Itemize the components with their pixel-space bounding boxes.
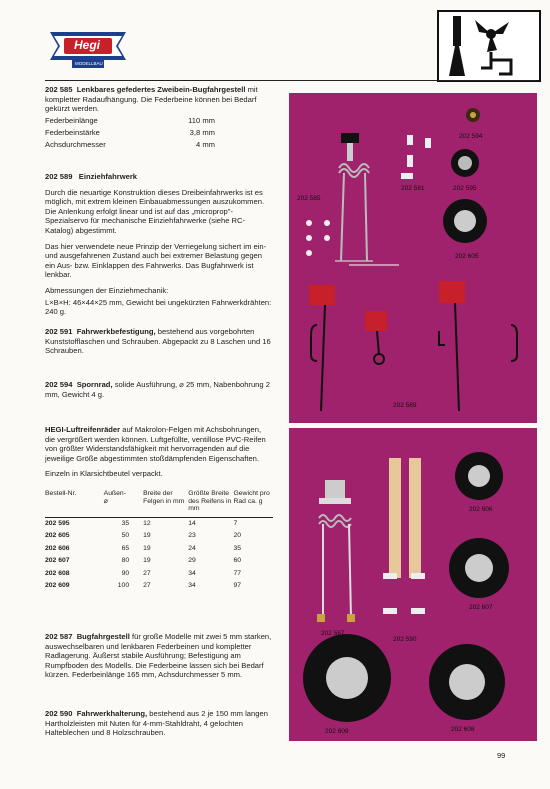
table-row: 202 605 50 19 23 20: [45, 532, 242, 539]
col-header: Breite der Felgen in mm: [143, 490, 188, 517]
section-202590: 202 590 Fahrwerkhalterung, bestehend aus 2 je 150 mm langen Hartholzleisten mit Nuten für 4-mm-Stahldraht, 4 gelochten Halteblechen und 8 Holzschrauben.: [45, 709, 268, 738]
photo-label: 202 608: [451, 726, 475, 733]
photo-label: 202 605: [455, 253, 479, 260]
table-row: 202 607 80 19 29 60: [45, 557, 242, 564]
section-202587: 202 587 Bugfahrgestell für große Modelle mit zwei 5 mm starken, auswechselbaren und lenkbaren Federbeinen und kompletter Radlagerung. Äußerst stabile Ausführung; Befestigung am Rumpfboden des Modells. Die Federbeine lassen sich bei Bedarf kürzen. Federbeinlänge 165 mm, Achsdurchmesser 5 mm.: [45, 632, 272, 680]
table-row: 202 595 35 12 14 7: [45, 519, 238, 527]
col-header: Größte Breite des Reifens in mm: [188, 490, 233, 517]
category-icon: [437, 10, 541, 82]
product-photo-wheels: [289, 428, 537, 741]
section-202589: 202 589 Einziehfahrwerk Durch die neuartige Konstruktion dieses Dreibeinfahrwerks ist es möglich, mit extrem kleinen Einbauabmessungen auszukommen. Die Anlenkung erfolgt linear und ist auf das „microprop"-Spezialservo für mechanische Einziehfahrwerke (siehe RC-Katalog) abgestimmt. Das hier verwendete neue Prinzip der Verriegelung sichert im ein- und ausgefahrenen Zustand auch bei extremer Belastung gegen ein Aus- bzw. Einklappen des Fahrwerks. Das Bugfahrwerk ist lenkbar. Abmessungen der Einziehmechanik: L×B×H: 46×44×25 mm, Gewicht bei ungekürzten Fahrwerkdrähten: 240 g.: [45, 172, 272, 317]
section-202594: 202 594 Spornrad, solide Ausführung, ⌀ 25 mm, Nabenbohrung 2 mm, Gewicht 4 g.: [45, 380, 270, 399]
table-row: 202 608 90 27 34 77: [45, 569, 242, 577]
page-number: 99: [497, 751, 506, 760]
col-header: Gewicht pro Rad ca. g: [233, 490, 273, 517]
photo-label: 202 606: [469, 506, 493, 513]
photo-label: 202 587: [321, 630, 345, 637]
wheel-size-table: [45, 490, 273, 593]
photo-label: 202 594: [459, 133, 483, 140]
col-header: Außen- ⌀: [104, 490, 143, 517]
hegi-logo: [48, 24, 128, 74]
header-rule: [45, 80, 537, 81]
logo-text: Hegi: [74, 38, 101, 52]
section-202585: 202 585 Lenkbares gefedertes Zweibein-Bugfahrgestell mit kompletter Radaufhängung. Die Federbeine können bei Bedarf gekürzt werden.: [45, 85, 258, 114]
product-photo-landing-gear: [289, 93, 537, 423]
section-202591: 202 591 Fahrwerkbefestigung, bestehend aus vorgebohrten Kunststofflaschen und Schrauben. Abgepackt zu 8 Laschen und 16 Schrauben.: [45, 327, 271, 356]
photo-label: 202 609: [325, 728, 349, 735]
section-hegi-wheels: HEGI-Luftreifenräder auf Makrolon-Felgen mit Achsbohrungen, die vergrößert werden können. Luftgefüllte, ventillose PVC-Reifen von größter Widerstandsfähigkeit mit hervorragenden auf die jeweilige Größe abgestimmten stoßdämpfenden Eigenschaften. Einzeln in Klarsichtbeutel verpackt.: [45, 425, 266, 479]
photo-label: 202 595: [453, 185, 477, 192]
table-row: 202 606 65 19 24 35: [45, 544, 242, 552]
table-row: 202 609 100 27 34 97: [45, 582, 242, 589]
photo-label: 202 589: [393, 402, 417, 409]
photo-label: 202 607: [469, 604, 493, 611]
col-header: Bestell-Nr.: [45, 490, 104, 517]
photo-label: 202 585: [297, 195, 321, 202]
spec-list-202585: Federbeinlänge 110 mm Federbeinstärke 3,8 mm Achsdurchmesser 4 mm: [45, 116, 215, 149]
logo-subtext: MODELLBAU: [75, 61, 103, 66]
photo-label: 202 590: [393, 636, 417, 643]
photo-label: 202 591: [401, 185, 425, 192]
